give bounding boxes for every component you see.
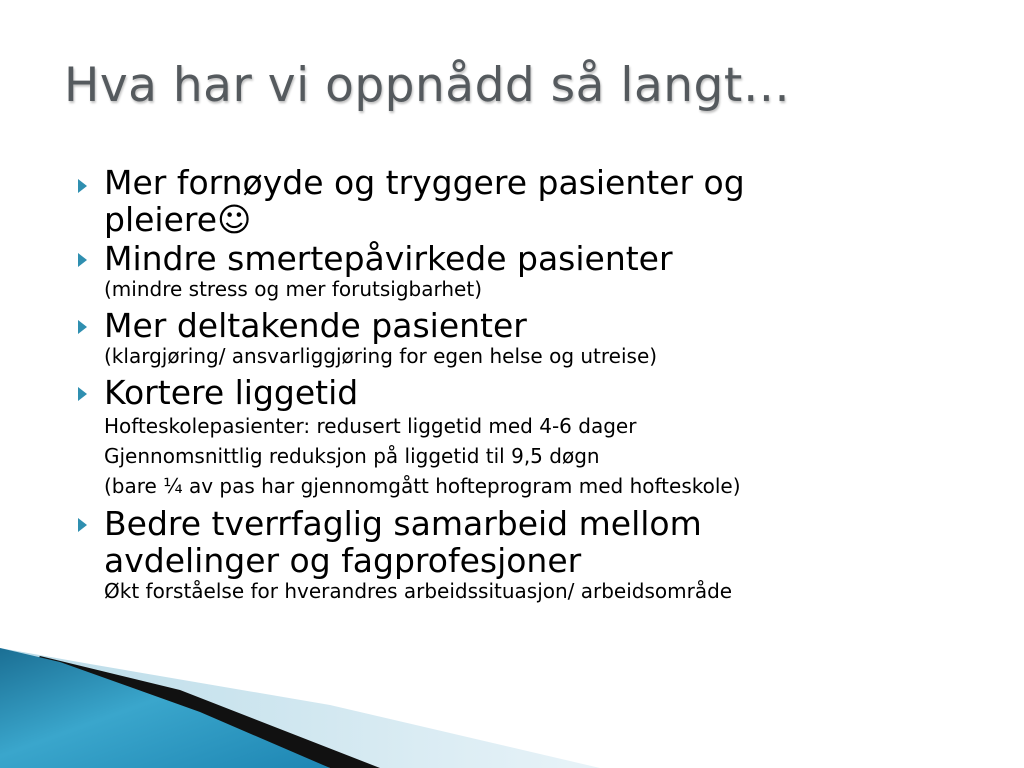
- triangle-right-icon: [78, 253, 87, 267]
- bullet-sub-text: (klargjøring/ ansvarliggjøring for egen helse og utreise): [104, 344, 658, 368]
- bullet-list: [74, 164, 974, 603]
- bullet-main-text: Mer fornøyde og tryggere pasienter og: [104, 163, 745, 202]
- bullet-main-text: pleiere☺: [104, 200, 252, 239]
- bullet-item: [74, 374, 974, 501]
- bullet-item: [74, 505, 974, 603]
- bullet-sub-text: Økt forståelse for hverandres arbeidssituasjon/ arbeidsområde: [104, 579, 733, 603]
- bullet-main-text: Mindre smertepåvirkede pasienter: [104, 239, 673, 278]
- slide-title: Hva har vi oppnådd så langt…: [64, 58, 791, 113]
- bullet-main-text: Bedre tverrfaglig samarbeid mellom: [104, 504, 702, 543]
- triangle-right-icon: [78, 387, 87, 401]
- bullet-item: [74, 240, 974, 301]
- bullet-sub-text: Hofteskolepasienter: redusert liggetid med 4-6 dager: [104, 414, 637, 438]
- bullet-item: [74, 307, 974, 368]
- triangle-right-icon: [78, 179, 87, 193]
- wave-dark-stripe: [30, 656, 380, 768]
- bullet-sub-text: Gjennomsnittlig reduksjon på liggetid til 9,5 døgn: [104, 444, 600, 468]
- triangle-right-icon: [78, 518, 87, 532]
- bullet-main-text: Kortere liggetid: [104, 373, 359, 412]
- wave-blue-band: [0, 648, 330, 768]
- bullet-sub-text: (mindre stress og mer forutsigbarhet): [104, 277, 482, 301]
- triangle-right-icon: [78, 320, 87, 334]
- wave-light-band: [0, 648, 600, 768]
- bullet-sub-text: (bare ¼ av pas har gjennomgått hofteprogram med hofteskole): [104, 474, 741, 498]
- bullet-item: [74, 164, 974, 238]
- bullet-main-text: avdelinger og fagprofesjoner: [104, 541, 582, 580]
- bullet-main-text: Mer deltakende pasienter: [104, 306, 527, 345]
